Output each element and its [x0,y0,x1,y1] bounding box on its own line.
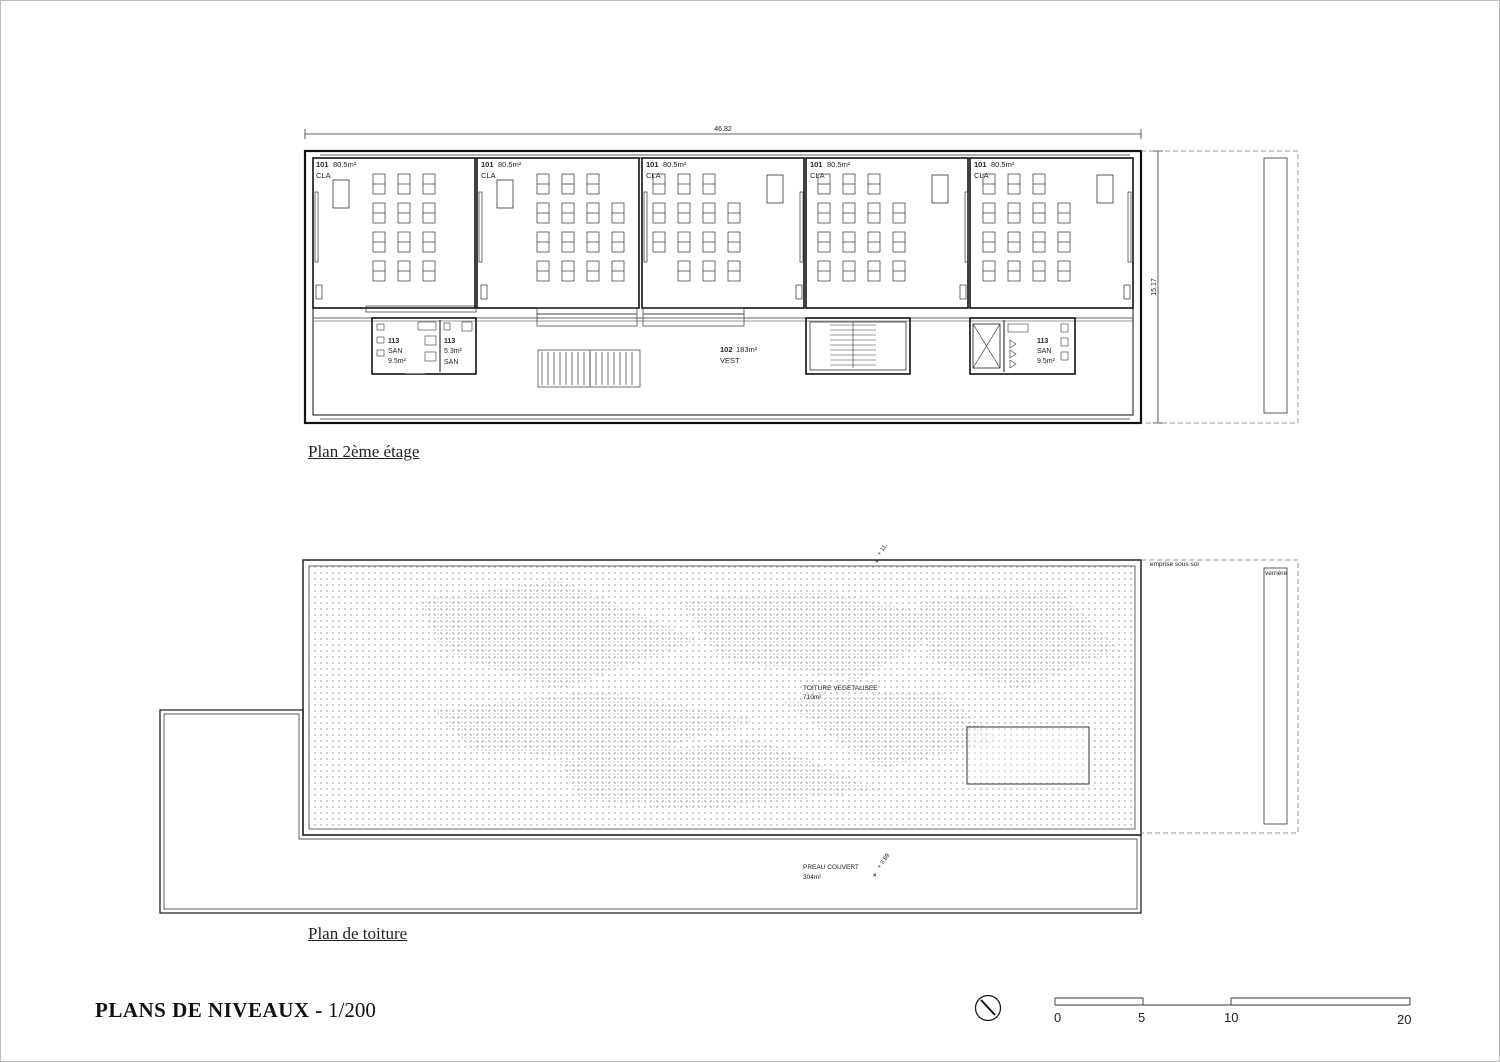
room-use: CLA [481,171,496,180]
sheet-title-text: PLANS DE NIVEAUX - [95,998,323,1022]
covered-yard-area: 304m² [803,874,822,881]
width-dimension-label: 46.82 [714,126,732,133]
inner-wall [313,158,1133,415]
room-number: 101 [481,160,494,169]
wall-boards [315,192,1131,326]
scale-tick-20: 20 [1397,1012,1412,1027]
room-area: 80.5m² [498,160,522,169]
room-number: 113 [388,338,400,345]
vest-area: 183m² [736,345,758,354]
room-use: SAN [444,359,459,366]
room-number: 101 [316,160,329,169]
basement-note: emprise sous sol [1150,561,1199,568]
svg-text:101 [316,160,329,169]
level-marker-yard [873,852,892,879]
sheet-title [95,998,376,1023]
level-a: + 11. [876,542,890,558]
scale-bar [1055,998,1410,1005]
green-roof-area: 710m² [803,694,822,701]
level-b: + 3.89 [876,852,892,871]
roof-plan [160,543,1298,913]
svg-text:×: × [875,559,879,565]
classroom-3 [642,158,804,308]
dashed-extension [1141,151,1298,423]
green-roof-label: TOITURE VEGETALISEE [803,685,878,692]
basement-outline [1141,560,1298,833]
room-area: 9.5m² [388,358,406,365]
sheet-border [1,1,1500,1062]
scale-tick-5: 5 [1138,1010,1146,1025]
room-number: 101 [974,160,987,169]
room-number: 101 [810,160,823,169]
sheet-scale: 1/200 [328,998,376,1022]
room-area: 80.5m² [991,160,1015,169]
room-number: 113 [444,338,456,345]
vest-number: 102 [720,345,733,354]
scale-tick-10: 10 [1224,1010,1239,1025]
sanitary-left [372,318,476,374]
classroom-1 [313,158,475,308]
room-area: 80.5m² [333,160,357,169]
room-use: CLA [810,171,825,180]
depth-dimension-label: 15.17 [1151,278,1158,296]
teacher-desks [333,175,1113,208]
room-use: CLA [646,171,661,180]
room-use: SAN [388,348,403,355]
vest-use: VEST [720,356,740,365]
room-use: CLA [974,171,989,180]
room-area: 80.5m² [827,160,851,169]
covered-yard-label: PREAU COUVERT [803,864,859,871]
room-use: CLA [316,171,331,180]
skylight-strip [1264,568,1287,824]
skylight-label: verrière [1265,570,1288,577]
sanitary-right [970,318,1075,374]
outer-wall [305,151,1141,423]
roof-plan-caption: Plan de toiture [308,924,408,943]
classroom-2 [477,158,639,308]
room-area: 80.5m² [663,160,687,169]
floor-plan-2nd [305,126,1298,423]
facade-windows [320,155,1130,419]
scale-tick-0: 0 [1054,1010,1062,1025]
skylight-outline [1264,158,1287,413]
north-arrow-icon [976,996,1001,1021]
classroom-5 [970,158,1133,308]
staircase-core [806,318,910,374]
roof-opening [967,727,1089,784]
room-number: 113 [1037,338,1049,345]
level-marker-roof [875,543,889,565]
svg-text:×: × [873,873,877,879]
room-area: 5.3m² [444,348,462,355]
room-area: 9.5m² [1037,358,1055,365]
room-number: 101 [646,160,659,169]
staircase-center [538,350,640,387]
room-use: SAN [1037,348,1052,355]
plan-2nd-caption: Plan 2ème étage [308,442,420,461]
